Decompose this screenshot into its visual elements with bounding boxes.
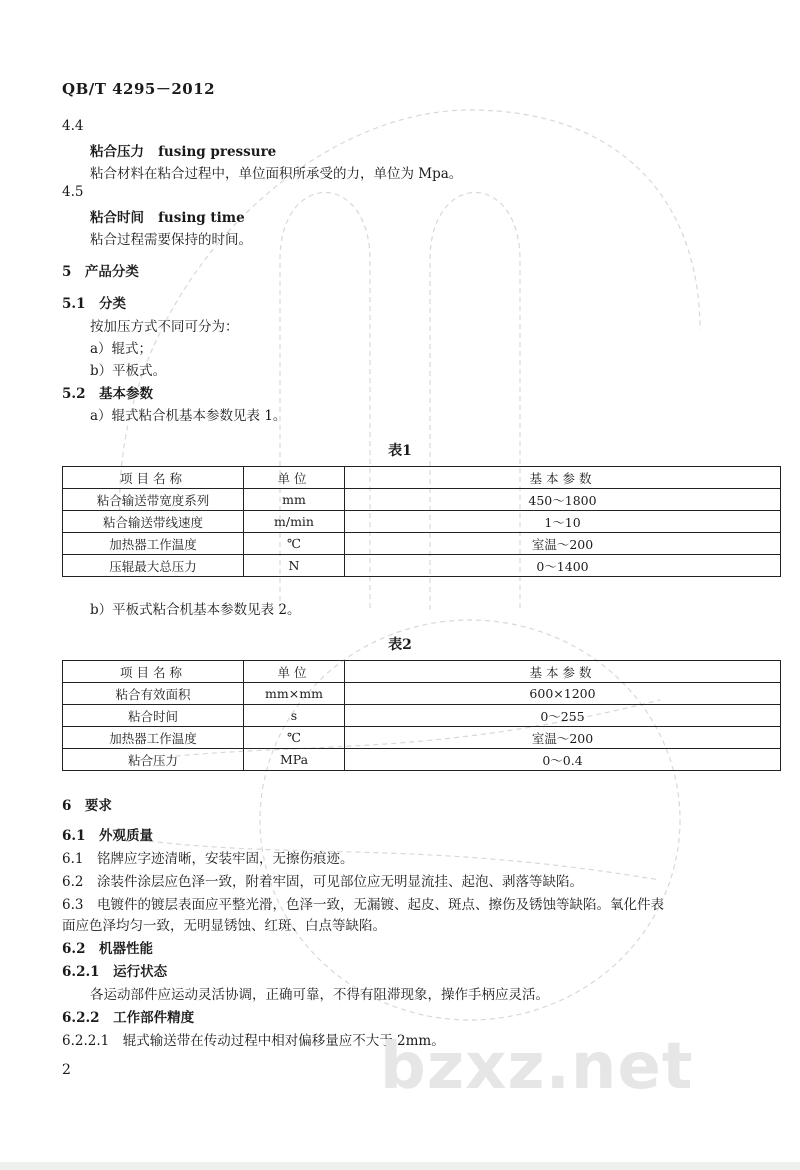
cell-item: 压辊最大总压力 [63, 555, 244, 577]
cell-value: 0～255 [345, 705, 781, 727]
cell-value: 600×1200 [345, 683, 781, 705]
section-5-2-item-b: b）平板式粘合机基本参数见表 2。 [90, 602, 301, 618]
standard-code: QB/T 4295－2012 [62, 80, 216, 98]
cell-unit: s [244, 705, 345, 727]
cell-item: 粘合输送带宽度系列 [63, 489, 244, 511]
section-6-2-2-heading: 6.2.2 工作部件精度 [62, 1010, 195, 1026]
cell-item: 粘合压力 [63, 749, 244, 771]
paragraph-6-2-2-1: 6.2.2.1 辊式输送带在传动过程中相对偏移量应不大于 2mm。 [62, 1033, 445, 1049]
section-6-2-1-heading: 6.2.1 运行状态 [62, 964, 168, 980]
header-basic-params: 基本参数 [345, 467, 781, 489]
cell-value: 0～1400 [345, 555, 781, 577]
section-4-5-number: 4.5 [62, 184, 84, 200]
section-5-1-intro: 按加压方式不同可分为： [90, 319, 239, 335]
cell-value: 室温～200 [345, 533, 781, 555]
section-6-heading: 6 要求 [62, 798, 112, 814]
cell-item: 粘合时间 [63, 705, 244, 727]
paragraph-6-1: 6.1 铭牌应字迹清晰，安装牢固，无擦伤痕迹。 [62, 851, 354, 867]
cell-unit: MPa [244, 749, 345, 771]
cell-value: 0～0.4 [345, 749, 781, 771]
table-row [63, 533, 781, 555]
cell-item: 粘合输送带线速度 [63, 511, 244, 533]
cell-unit: N [244, 555, 345, 577]
table-1-caption: 表1 [388, 443, 412, 459]
table-row [63, 727, 781, 749]
section-4-5-title-en: fusing time [158, 210, 245, 226]
cell-unit: m/min [244, 511, 345, 533]
header-basic-params: 基本参数 [345, 661, 781, 683]
section-4-5-title [90, 206, 245, 226]
section-5-2-heading: 5.2 基本参数 [62, 386, 153, 402]
cell-value: 1～10 [345, 511, 781, 533]
site-watermark-logo: bzxz.net [380, 1030, 694, 1104]
cell-value: 450～1800 [345, 489, 781, 511]
table-row [63, 683, 781, 705]
cell-unit: ℃ [244, 533, 345, 555]
section-4-5-title-cn: 粘合时间 [90, 210, 144, 226]
table-row [63, 705, 781, 727]
header-unit: 单位 [244, 467, 345, 489]
paragraph-6-3-line2: 面应色泽均匀一致，无明显锈蚀、红斑、白点等缺陷。 [62, 918, 386, 934]
cell-item: 加热器工作温度 [63, 727, 244, 749]
table-2 [62, 660, 781, 771]
table-row [63, 489, 781, 511]
section-4-4-title [90, 140, 276, 160]
table-2-caption: 表2 [388, 637, 412, 653]
table-header-row [63, 661, 781, 683]
header-unit: 单位 [244, 661, 345, 683]
page-number: 2 [62, 1062, 71, 1078]
cell-item: 加热器工作温度 [63, 533, 244, 555]
section-4-4-title-cn: 粘合压力 [90, 144, 144, 160]
table-header-row [63, 467, 781, 489]
table-row [63, 555, 781, 577]
cell-unit: mm×mm [244, 683, 345, 705]
cell-unit: ℃ [244, 727, 345, 749]
cell-item: 粘合有效面积 [63, 683, 244, 705]
section-4-4-number: 4.4 [62, 118, 84, 134]
paragraph-6-2: 6.2 涂装件涂层应色泽一致，附着牢固，可见部位应无明显流挂、起泡、剥落等缺陷。 [62, 874, 583, 890]
table-1 [62, 466, 781, 577]
section-6-2-heading: 6.2 机器性能 [62, 941, 153, 957]
section-5-heading: 5 产品分类 [62, 264, 139, 280]
table-row [63, 511, 781, 533]
section-5-1-item-b: b）平板式。 [90, 363, 167, 379]
section-5-1-heading: 5.1 分类 [62, 296, 126, 312]
cell-value: 室温～200 [345, 727, 781, 749]
bottom-border [0, 1162, 800, 1170]
paragraph-6-2-1: 各运动部件应运动灵活协调，正确可靠，不得有阻滞现象，操作手柄应灵活。 [90, 987, 549, 1003]
section-4-4-title-en: fusing pressure [158, 144, 277, 160]
cell-unit: mm [244, 489, 345, 511]
header-item-name: 项目名称 [63, 661, 244, 683]
section-5-2-item-a: a）辊式粘合机基本参数见表 1。 [90, 408, 287, 424]
table-row [63, 749, 781, 771]
header-item-name: 项目名称 [63, 467, 244, 489]
section-5-1-item-a: a）辊式； [90, 341, 153, 357]
section-4-4-text: 粘合材料在粘合过程中，单位面积所承受的力，单位为 Mpa。 [90, 166, 463, 182]
paragraph-6-3-line1: 6.3 电镀件的镀层表面应平整光滑，色泽一致，无漏镀、起皮、斑点、擦伤及锈蚀等缺陷。氧化件表 [62, 897, 664, 913]
section-4-5-text: 粘合过程需要保持的时间。 [90, 232, 252, 248]
section-6-1-heading: 6.1 外观质量 [62, 828, 153, 844]
